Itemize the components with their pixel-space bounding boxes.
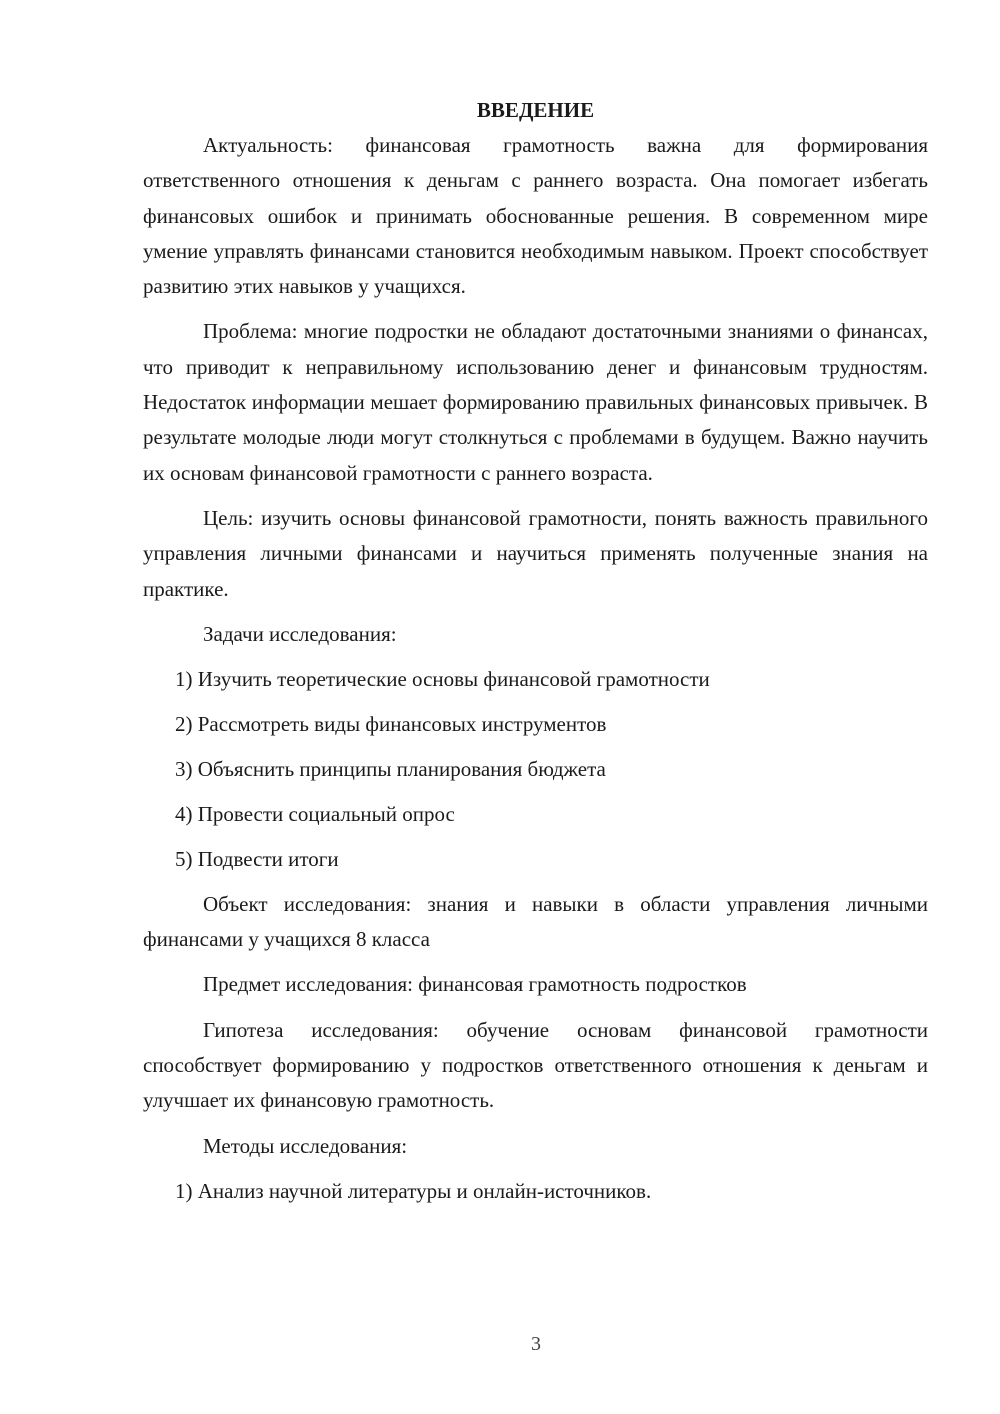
tasks-heading: Задачи исследования: [203, 621, 397, 646]
method-item-1: 1) Анализ научной литературы и онлайн-источников. [175, 1178, 652, 1203]
methods-heading: Методы исследования: [203, 1133, 408, 1158]
goal-paragraph: Цель: изучить основы финансовой грамотности, понять важность правильного управления личными финансами и научиться применять полученные знания на практике. [143, 505, 928, 601]
section-title: ВВЕДЕНИЕ [476, 98, 595, 122]
problem-paragraph: Проблема: многие подростки не обладают достаточными знаниями о финансах, что приводит к неправильному использованию денег и финансовым трудностям. Недостаток информации мешает формированию правильных финансовых привычек. В результате молодые люди могут столкнуться с проблемами в будущем. Важно научить их основам финансовой грамотности с раннего возраста. [143, 319, 928, 485]
object-paragraph: Объект исследования: знания и навыки в области управления личными финансами у учащихся 8 класса [143, 891, 928, 952]
page-number: 3 [531, 1333, 541, 1355]
hypothesis-paragraph: Гипотеза исследования: обучение основам финансовой грамотности способствует формированию у подростков ответственного отношения к деньгам и улучшает их финансовую грамотность. [143, 1017, 928, 1113]
relevance-paragraph: Актуальность: финансовая грамотность важна для формирования ответственного отношения к деньгам с раннего возраста. Она помогает избегать финансовых ошибок и принимать обоснованные решения. В современном мире умение управлять финансами становится необходимым навыком. Проект способствует развитию этих навыков у учащихся. [143, 133, 928, 299]
task-item-5: 5) Подвести итоги [175, 846, 339, 871]
task-item-1: 1) Изучить теоретические основы финансовой грамотности [175, 666, 710, 691]
task-item-2: 2) Рассмотреть виды финансовых инструментов [175, 711, 607, 736]
task-item-4: 4) Провести социальный опрос [175, 801, 455, 826]
task-item-3: 3) Объяснить принципы планирования бюджета [175, 756, 606, 781]
subject-paragraph: Предмет исследования: финансовая грамотность подростков [203, 972, 747, 997]
